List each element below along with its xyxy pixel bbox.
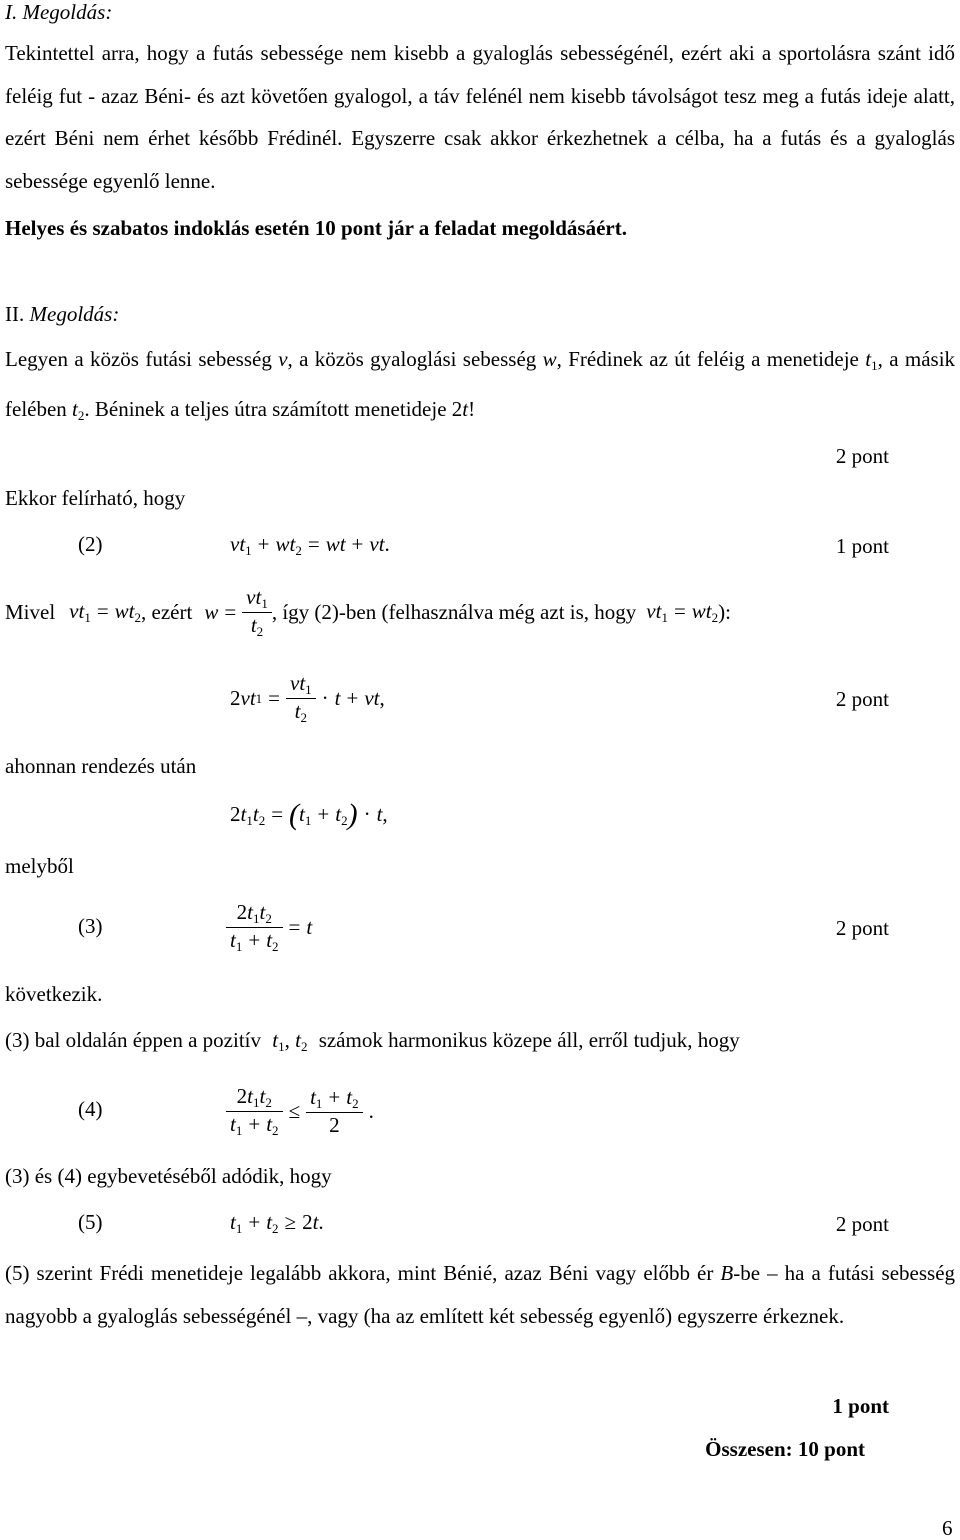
frac-vt1-over-t2-b: $\frac{vt_1}{t_2}$ xyxy=(286,673,316,724)
solution-2-intro xyxy=(5,338,955,437)
label-eq-3: (3) xyxy=(78,914,103,938)
intro-part-b: , a közös gyaloglási sebesség xyxy=(287,347,537,371)
line-melybol: melyből xyxy=(5,854,74,878)
equation-3: $\frac{2t_1t_2}{t_1 + t_2}$ = t xyxy=(226,894,312,960)
line-ekkor: Ekkor felírható, hogy xyxy=(5,486,186,510)
solution-1-scoring: Helyes és szabatos indoklás esetén 10 pont jár a feladat megoldásáért. xyxy=(5,216,627,240)
var-v: v xyxy=(278,347,288,371)
frac-vt1-over-t2: $\frac{vt_1}{t_2}$ xyxy=(242,587,272,638)
harm-part-b: számok harmonikus közepe áll, erről tudjuk, hogy xyxy=(318,1028,740,1052)
solution-1-title: I. Megoldás: xyxy=(5,0,113,24)
points-4: 2 pont xyxy=(835,916,889,940)
solution-2-title-roman: II. xyxy=(5,302,25,326)
intro-part-e: . Béninek a teljes útra számított menetideje 2 xyxy=(84,396,463,421)
ezert-label: , ezért xyxy=(141,599,193,624)
points-6: 1 pont xyxy=(832,1394,889,1418)
points-3: 2 pont xyxy=(835,687,889,711)
concl-B: B xyxy=(720,1261,734,1285)
math-w-eq: w = xyxy=(204,599,237,624)
mivel-line xyxy=(5,580,731,644)
solution-2-title-word: Megoldás: xyxy=(29,302,120,326)
mivel-label: Mivel xyxy=(5,599,56,624)
line-ahonnan: ahonnan rendezés után xyxy=(5,754,197,778)
equation-4: $\frac{2t_1t_2}{t_1 + t_2}$ ≤ $\frac{t_1 + t_2}{2}$ . xyxy=(226,1078,374,1144)
harm-part-a: (3) bal oldalán éppen a pozitív xyxy=(5,1028,261,1052)
intro-part-f: ! xyxy=(468,396,476,421)
igy-end: ): xyxy=(718,599,731,624)
conclusion-paragraph xyxy=(5,1252,955,1337)
equation-rearranged: $2t_1t_2 = (t_1 + t_2) \cdot t$, xyxy=(230,798,388,831)
label-eq-2: (2) xyxy=(78,532,103,556)
line-harmonic xyxy=(5,1030,740,1053)
math-t1-t2: $t_1$, $t_2$ xyxy=(272,1028,308,1054)
math-t2: $t_2$ xyxy=(72,396,85,423)
points-5: 2 pont xyxy=(835,1212,889,1236)
frac-arithmetic: $\frac{t_1 + t_2}{2}$ xyxy=(306,1087,363,1136)
points-2: 1 pont xyxy=(835,534,889,558)
math-vt1-eq-wt2: $vt_1 = wt_2$ xyxy=(69,598,142,625)
frac-harmonic: $\frac{2t_1t_2}{t_1 + t_2}$ xyxy=(226,902,283,953)
points-1: 2 pont xyxy=(835,444,889,468)
math-t1: $t_1$ xyxy=(865,347,878,373)
intro-part-a: Legyen a közös futási sebesség xyxy=(5,347,272,371)
var-w: w xyxy=(542,347,557,371)
line-kovetkezik: következik. xyxy=(5,982,103,1006)
var-t: t xyxy=(462,396,469,421)
equation-2: $vt_1 + wt_2$ = wt + vt. xyxy=(230,532,390,558)
label-eq-4: (4) xyxy=(78,1097,103,1121)
frac-harmonic-b: $\frac{2t_1t_2}{t_1 + t_2}$ xyxy=(226,1086,283,1137)
intro-part-d: , a másik felében xyxy=(5,347,956,421)
solution-1-paragraph: Tekintettel arra, hogy a futás sebessége nem kisebb a gyaloglás sebességénél, ezért aki a sportolásra szánt idő feléig fut - azaz Béni- és azt követően gyalogol, a táv felénél nem kisebb távolságot tesz meg a futás ideje alatt, ezért Béni nem érhet később Frédinél. Egyszerre csak akkor érkezhetnek a célba, ha a futás és a gyaloglás sebessége egyenlő lenne. xyxy=(5,41,955,193)
concl-part-a: (5) szerint Frédi menetideje legalább akkora, mint Bénié, azaz Béni vagy előbb ér xyxy=(5,1261,714,1285)
line-es4: (3) és (4) egybevetéséből adódik, hogy xyxy=(5,1164,332,1188)
equation-5: $t_1 + t_2 \ge 2t$. xyxy=(230,1210,324,1236)
intro-part-c: , Frédinek az út feléig a menetideje xyxy=(556,347,859,371)
igy-label: , így (2)-ben (felhasználva még azt is, hogy xyxy=(271,599,637,624)
equation-2vt1: 2 vt 1 = $\frac{vt_1}{t_2}$ · t + vt , xyxy=(230,670,385,725)
concl-part-b: -be – ha a futási sebesség nagyobb a gyaloglás sebességénél –, vagy (ha az említett két sebesség egyenlő) egyszerre érkeznek. xyxy=(5,1261,956,1328)
total-points: Összesen: 10 pont xyxy=(705,1437,865,1461)
solution-2-title xyxy=(5,304,119,325)
math-vt1-eq-wt2-b: $vt_1 = wt_2$ xyxy=(646,598,719,625)
page-number: 6 xyxy=(942,1516,953,1540)
label-eq-5: (5) xyxy=(78,1210,103,1234)
